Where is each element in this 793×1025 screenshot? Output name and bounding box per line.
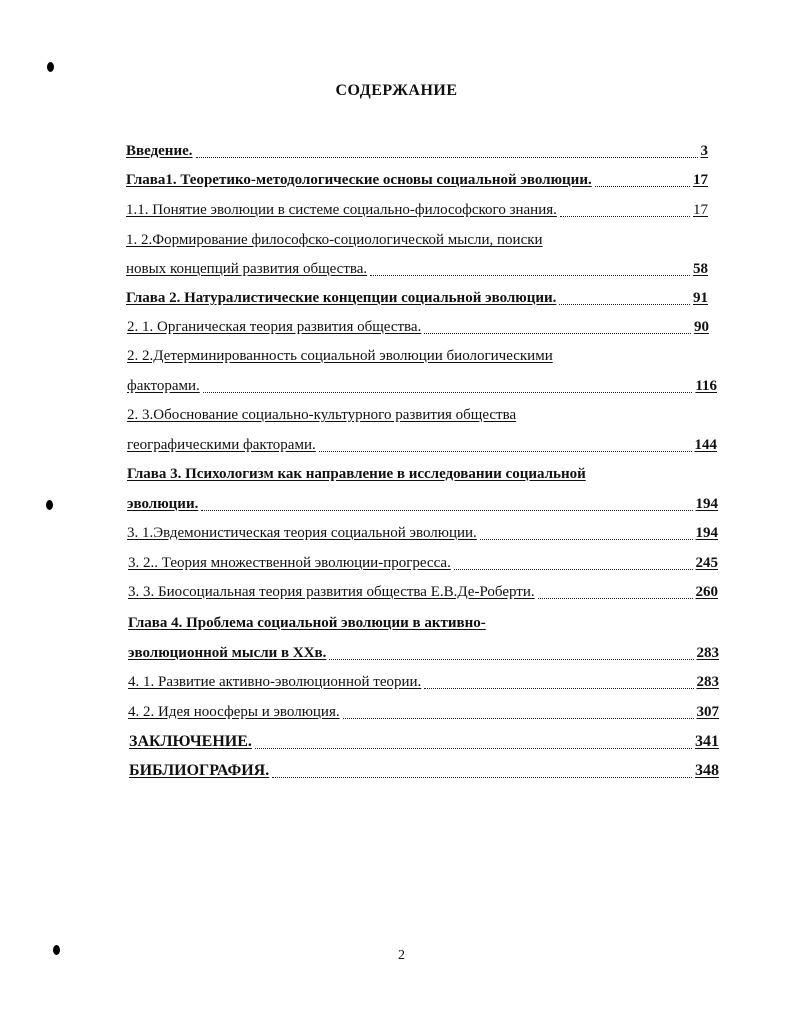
toc-entry-section-1-1[interactable] — [126, 201, 708, 219]
toc-entry-label: 4. 2. Идея ноосферы и эволюция. — [128, 704, 340, 720]
toc-page-number: 341 — [695, 733, 719, 750]
toc-entry-chapter-3-line1 — [127, 465, 586, 483]
toc-entry-section-3-2[interactable] — [128, 554, 718, 572]
toc-page-number: 17 — [693, 202, 708, 218]
toc-entry-section-4-2[interactable] — [128, 703, 719, 721]
toc-page-number: 116 — [695, 378, 717, 394]
toc-entry-chapter-4[interactable] — [128, 644, 719, 662]
toc-entry-intro[interactable] — [126, 142, 708, 160]
toc-page-number: 245 — [695, 555, 718, 571]
toc-entry-label: факторами. — [127, 378, 200, 394]
toc-entry-label: 4. 1. Развитие активно-эволюционной теории. — [128, 674, 422, 690]
leader-dots — [319, 448, 692, 452]
toc-entry-label: ЗАКЛЮЧЕНИЕ. — [129, 733, 252, 750]
toc-entry-section-1-2-line1 — [126, 231, 543, 249]
toc-page-number: 91 — [693, 290, 708, 306]
toc-page-number: 144 — [694, 437, 717, 453]
toc-entry-label: 3. 1.Эвдемонистическая теория социальной эволюции. — [127, 525, 477, 541]
leader-dots — [201, 507, 692, 511]
leader-dots — [538, 595, 693, 599]
toc-page-number: 283 — [696, 645, 719, 661]
toc-entry-section-2-1[interactable] — [127, 318, 709, 336]
leader-dots — [343, 715, 694, 719]
leader-dots — [559, 301, 690, 305]
toc-entry-label: 3. 3. Биосоциальная теория развития общества Е.В.Де-Роберти. — [128, 584, 535, 600]
toc-entry-label: БИБЛИОГРАФИЯ. — [129, 762, 270, 779]
toc-entry-chapter-2[interactable] — [126, 289, 708, 307]
leader-dots — [272, 774, 692, 778]
toc-entry-chapter-3[interactable] — [127, 495, 718, 513]
toc-entry-chapter-1[interactable] — [126, 171, 708, 189]
toc-entry-label: 2. 3.Обоснование социально-культурного развития общества — [127, 407, 517, 423]
leader-dots — [480, 536, 693, 540]
toc-entry-label: 2. 1. Органическая теория развития общества. — [127, 319, 422, 335]
toc-entry-section-3-1[interactable] — [127, 524, 718, 542]
page-title: СОДЕРЖАНИЕ — [335, 82, 458, 99]
toc-entry-section-2-2-line1 — [127, 347, 553, 365]
toc-entry-label: Глава 2. Натуралистические концепции социальной эволюции. — [126, 290, 557, 306]
toc-entry-section-2-3[interactable] — [127, 436, 717, 454]
leader-dots — [329, 656, 693, 660]
leader-dots — [203, 389, 693, 393]
leader-dots — [595, 183, 690, 187]
toc-page-number: 194 — [695, 496, 718, 512]
toc-entry-section-4-1[interactable] — [128, 673, 719, 691]
toc-entry-label: географическими факторами. — [127, 437, 316, 453]
toc-entry-label: Введение. — [126, 143, 193, 159]
toc-page-number: 58 — [693, 261, 708, 277]
toc-entry-label: эволюции. — [127, 496, 199, 512]
toc-entry-bibliography[interactable] — [129, 762, 719, 780]
toc-page-number: 260 — [695, 584, 718, 600]
toc-page-number: 194 — [695, 525, 718, 541]
leader-dots — [454, 566, 693, 570]
toc-entry-section-2-3-line1 — [127, 406, 516, 424]
leader-dots — [196, 154, 698, 158]
page-number: 2 — [398, 948, 405, 963]
toc-entry-label: Глава 3. Психологизм как направление в исследовании социальной — [127, 466, 586, 482]
toc-page-number: 17 — [693, 172, 708, 188]
toc-entry-section-1-2[interactable] — [126, 260, 708, 278]
toc-entry-chapter-4-line1 — [128, 614, 486, 632]
leader-dots — [424, 330, 691, 334]
toc-entry-label: 2. 2.Детерминированность социальной эволюции биологическими — [127, 348, 553, 364]
toc-entry-label: 1.1. Понятие эволюции в системе социально-философского знания. — [126, 202, 557, 218]
leader-dots — [424, 685, 693, 689]
toc-entry-label: Глава1. Теоретико-методологические основы социальной эволюции. — [126, 172, 592, 188]
toc-entry-label: 3. 2.. Теория множественной эволюции-прогресса. — [128, 555, 451, 571]
toc-entry-section-3-3[interactable] — [128, 583, 718, 601]
toc-entry-label: 1. 2.Формирование философско-социологической мысли, поиски — [126, 232, 543, 248]
toc-page-number: 348 — [695, 762, 719, 779]
leader-dots — [560, 213, 690, 217]
toc-entry-conclusion[interactable] — [129, 733, 719, 751]
toc-page-number: 90 — [694, 319, 709, 335]
toc-page-number: 3 — [700, 143, 708, 159]
toc-page-number: 307 — [696, 704, 719, 720]
toc-entry-label: новых концепций развития общества. — [126, 261, 368, 277]
toc-entry-section-2-2[interactable] — [127, 377, 717, 395]
leader-dots — [255, 745, 692, 749]
leader-dots — [370, 272, 690, 276]
toc-page-number: 283 — [696, 674, 719, 690]
toc-entry-label: эволюционной мысли в ХХв. — [128, 645, 327, 661]
toc-entry-label: Глава 4. Проблема социальной эволюции в активно- — [128, 615, 486, 631]
